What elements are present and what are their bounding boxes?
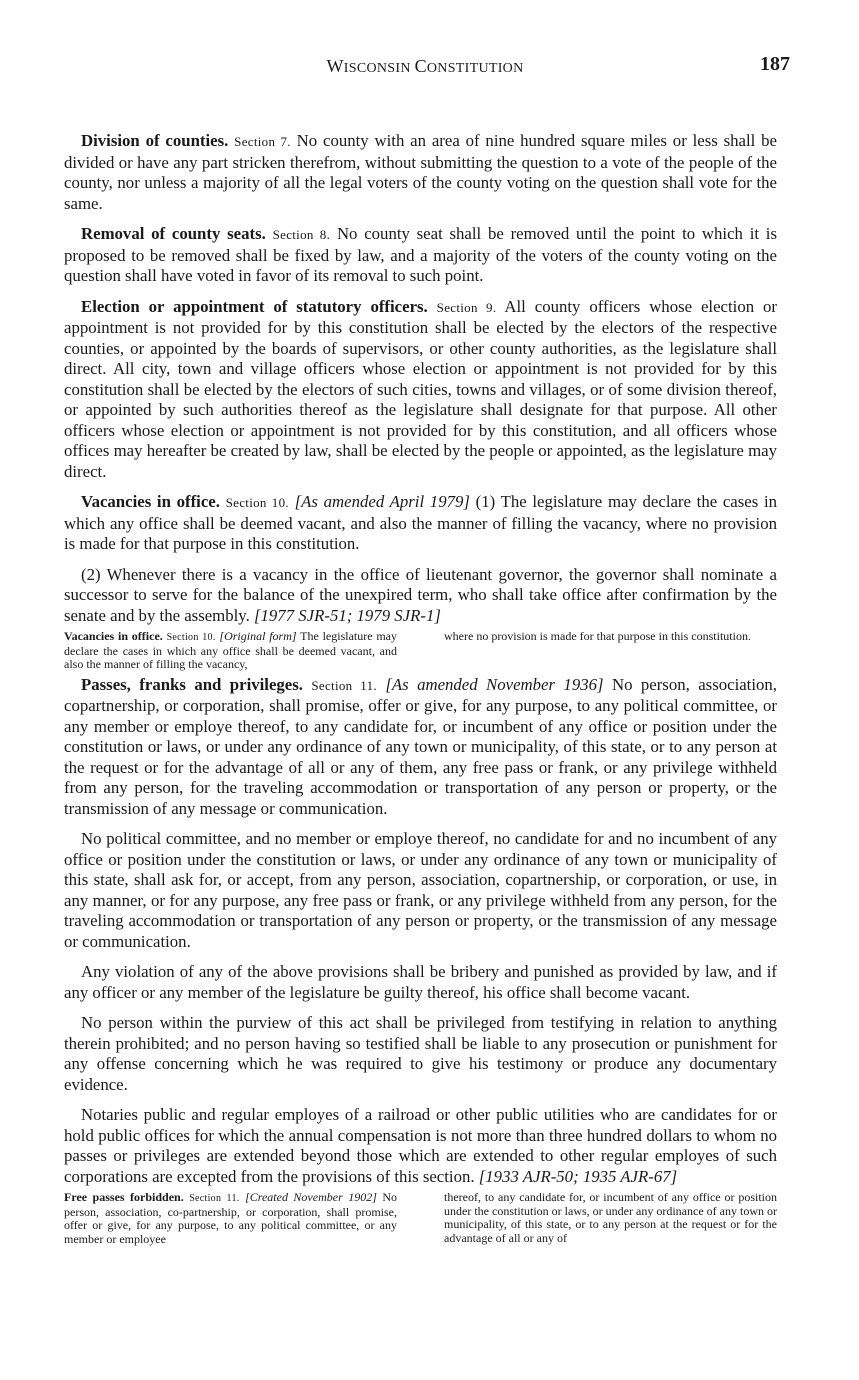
note-10-left-column <box>64 630 397 672</box>
section-10-citation: [1977 SJR-51; 1979 SJR-1] <box>254 605 441 625</box>
section-10-amendment: [As amended April 1979] <box>294 492 470 511</box>
running-title <box>60 56 790 77</box>
section-11-text-4: No person within the purview of this act shall be privileged from testifying in relation to anything therein prohibited; and no person having so testified shall be liable to any prosecution or punishment for any offense concerning which he was required to give his testimony or produce any documentary evidence. <box>64 1013 777 1094</box>
section-11-paragraph-1 <box>64 675 777 820</box>
note-11-right-column <box>444 1191 777 1246</box>
note-10-heading: Vacancies in office. <box>64 629 163 643</box>
note-10-left-text: The legislature may declare the cases in which any office shall be deemed vacant, and also the manner of filling the vacancy, <box>64 629 397 671</box>
section-10-label: Section 10. <box>225 495 289 510</box>
section-9-text: All county officers whose election or appointment is not provided for by this constitution shall be elected by the electors of the respective counties, or appointed by the boards of supervisors, or other county authorities, as the legislature shall direct. All city, town and village officers whose election or appointment is not provided for by this constitution shall be elected by the electors of such cities, towns and villages, or of some division thereof, or appointed by such authorities thereof as the legislature shall designate for that purpose. All other officers whose election or appointment is not provided for by this constitution, and all officers whose offices may hereafter be created by law, shall be elected by the people or appointed, as the legislature may direct. <box>64 296 777 481</box>
section-7-text: No county with an area of nine hundred square miles or less shall be divided or have any part stricken therefrom, without submitting the question to a vote of the people of the county, nor unless a majority of all the legal voters of the county voting on the question shall vote for the same. <box>64 131 777 213</box>
note-11-left-column <box>64 1191 397 1246</box>
note-11-form: [Created November 1902] <box>245 1190 377 1204</box>
note-11-label: Section 11. <box>189 1193 240 1204</box>
note-10-right-column <box>444 630 777 672</box>
note-10-right-text: where no provision is made for that purpose in this constitution. <box>444 629 751 643</box>
note-11-left-text: No person, association, co-partnership, or corporation, shall promise, offer or give, for any purpose, to any political committee, or any member or employee <box>64 1190 398 1246</box>
section-10-part-2 <box>64 565 777 627</box>
section-7-label: Section 7. <box>234 134 291 149</box>
section-8-heading: Removal of county seats. <box>81 224 266 243</box>
section-11-paragraph-2 <box>64 829 777 952</box>
section-11-heading: Passes, franks and privileges. <box>81 674 303 694</box>
section-11-paragraph-5 <box>64 1105 777 1187</box>
section-11-text-5: Notaries public and regular employes of a railroad or other public utilities who are candidates for or hold public offices for which the annual compensation is not more than three hundred dollars to whom no passes or privileges are extended beyond those which are extended to other regular employes of such corporations are excepted from the provisions of this section. <box>64 1105 777 1186</box>
title-part-1: ISCONSIN <box>343 61 415 76</box>
page-number: 187 <box>760 53 790 75</box>
running-head <box>60 53 790 86</box>
title-initial-w: W <box>326 56 344 76</box>
section-9-heading: Election or appointment of statutory officers. <box>81 296 428 316</box>
section-7 <box>64 131 777 214</box>
section-10-heading: Vacancies in office. <box>81 492 220 511</box>
section-11-paragraph-3 <box>64 962 777 1003</box>
section-11-citation: [1933 AJR-50; 1935 AJR-67] <box>478 1166 678 1186</box>
section-11-original-note <box>64 1191 777 1246</box>
note-11-heading: Free passes forbidden. <box>64 1190 184 1204</box>
section-11-label: Section 11. <box>311 677 377 693</box>
note-10-label: Section 10. <box>166 632 216 643</box>
title-initial-c: C <box>414 56 427 76</box>
section-8-text: No county seat shall be removed until the point to which it is proposed to be removed shall be fixed by law, and a majority of the voters of the county voting on the question shall have voted in favor of its removal to such point. <box>64 224 777 285</box>
section-11-text-3: Any violation of any of the above provisions shall be bribery and punished as provided by law, and if any officer or any member of the legislature be guilty thereof, his office shall become vacant. <box>64 962 777 1002</box>
section-11-paragraph-4 <box>64 1013 777 1095</box>
note-10-form: [Original form] <box>219 629 297 643</box>
section-10-part-1 <box>64 492 777 555</box>
section-10-original-note <box>64 630 777 672</box>
section-9-label: Section 9. <box>436 299 497 315</box>
note-11-right-text: thereof, to any candidate for, or incumbent of any office or position under the constitution or laws, or under any ordinance of any town or municipality, of this state, or to any person at the request or for the advantage of all or any of <box>444 1190 777 1245</box>
document-body <box>64 131 777 1249</box>
section-8-label: Section 8. <box>272 227 331 242</box>
section-10-text-2: (2) Whenever there is a vacancy in the office of lieutenant governor, the governor shall nominate a successor to serve for the balance of the unexpired term, who shall take office after confirmation by the senate and by the assembly. <box>64 564 777 625</box>
section-11-text-2: No political committee, and no member or employe thereof, no candidate for and no incumbent of any office or position under the constitution or laws, or under any ordinance of any town or municipality of this state, shall ask for, or accept, from any person, association, copartnership, or corporation, or use, in any manner, or for any purpose, any free pass or frank, or any privilege withheld from any person, for the traveling accommodation or transportation of any person or property, or the transmission of any message or communication. <box>64 829 777 951</box>
section-10-text-1: (1) The legislature may declare the cases in which any office shall be deemed vacant, and also the manner of filling the vacancy, where no provision is made for that purpose in this constitution. <box>64 492 778 553</box>
section-8 <box>64 224 777 287</box>
section-7-heading: Division of counties. <box>81 131 229 150</box>
title-part-2: ONSTITUTION <box>426 61 524 76</box>
section-9 <box>64 297 777 483</box>
section-11-text-1: No person, association, copartnership, or corporation, shall promise, offer or give, for any purpose, to any political committee, or any member or employe thereof, to any candidate for, or incumbent of any office or position under the constitution or laws, or under any ordinance of any town or municipality, of this state, or to any person at the request or for the advantage of all or any of them, any free pass or frank, or any privilege withheld from any person, for the traveling accommodation or transportation of any person or property, or the transmission of any message or communication. <box>64 674 777 818</box>
section-11-amendment: [As amended November 1936] <box>385 674 604 694</box>
